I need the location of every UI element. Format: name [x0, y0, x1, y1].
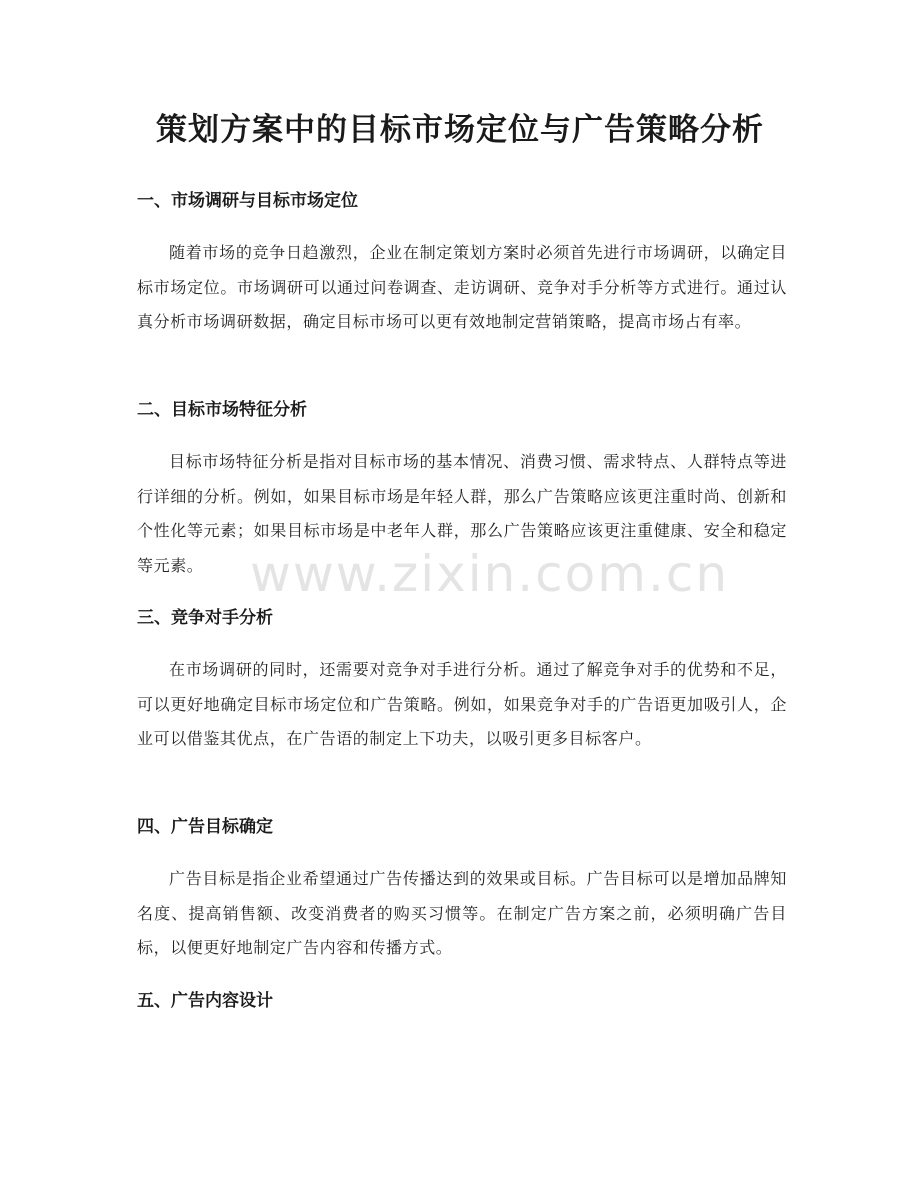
section-paragraph: 广告目标是指企业希望通过广告传播达到的效果或目标。广告目标可以是增加品牌知名度、提高销售额、改变消费者的购买习惯等。在制定广告方案之前，必须明确广告目标，以便更好地制定广告内容和传播方式。 [137, 869, 787, 957]
section-paragraph: 在市场调研的同时，还需要对竞争对手进行分析。通过了解竞争对手的优势和不足，可以更好地确定目标市场定位和广告策略。例如，如果竞争对手的广告语更加吸引人，企业可以借鉴其优点，在广告语的制定上下功夫，以吸引更多目标客户。 [137, 660, 787, 748]
section-target-market-features [137, 397, 787, 583]
section-paragraph: 目标市场特征分析是指对目标市场的基本情况、消费习惯、需求特点、人群特点等进行详细的分析。例如，如果目标市场是年轻人群，那么广告策略应该更注重时尚、创新和个性化等元素；如果目标市场是中老年人群，那么广告策略应该更注重健康、安全和稳定等元素。 [137, 452, 787, 575]
section-market-research [137, 188, 787, 340]
section-heading: 一、市场调研与目标市场定位 [137, 191, 358, 211]
section-heading: 三、竞争对手分析 [137, 608, 273, 628]
section-heading: 二、目标市场特征分析 [137, 400, 307, 420]
watermark: www.zixin.com.cn [250, 545, 730, 603]
section-heading: 五、广告内容设计 [137, 991, 273, 1011]
section-competitor-analysis [137, 605, 787, 757]
document-title: 策划方案中的目标市场定位与广告策略分析 [156, 112, 764, 148]
section-paragraph: 随着市场的竞争日趋激烈，企业在制定策划方案时必须首先进行市场调研，以确定目标市场定位。市场调研可以通过问卷调查、走访调研、竞争对手分析等方式进行。通过认真分析市场调研数据，确定目标市场可以更有效地制定营销策略，提高市场占有率。 [137, 243, 787, 331]
section-heading: 四、广告目标确定 [137, 817, 273, 837]
section-ad-content-design [137, 988, 787, 1014]
section-ad-goals [137, 814, 787, 966]
